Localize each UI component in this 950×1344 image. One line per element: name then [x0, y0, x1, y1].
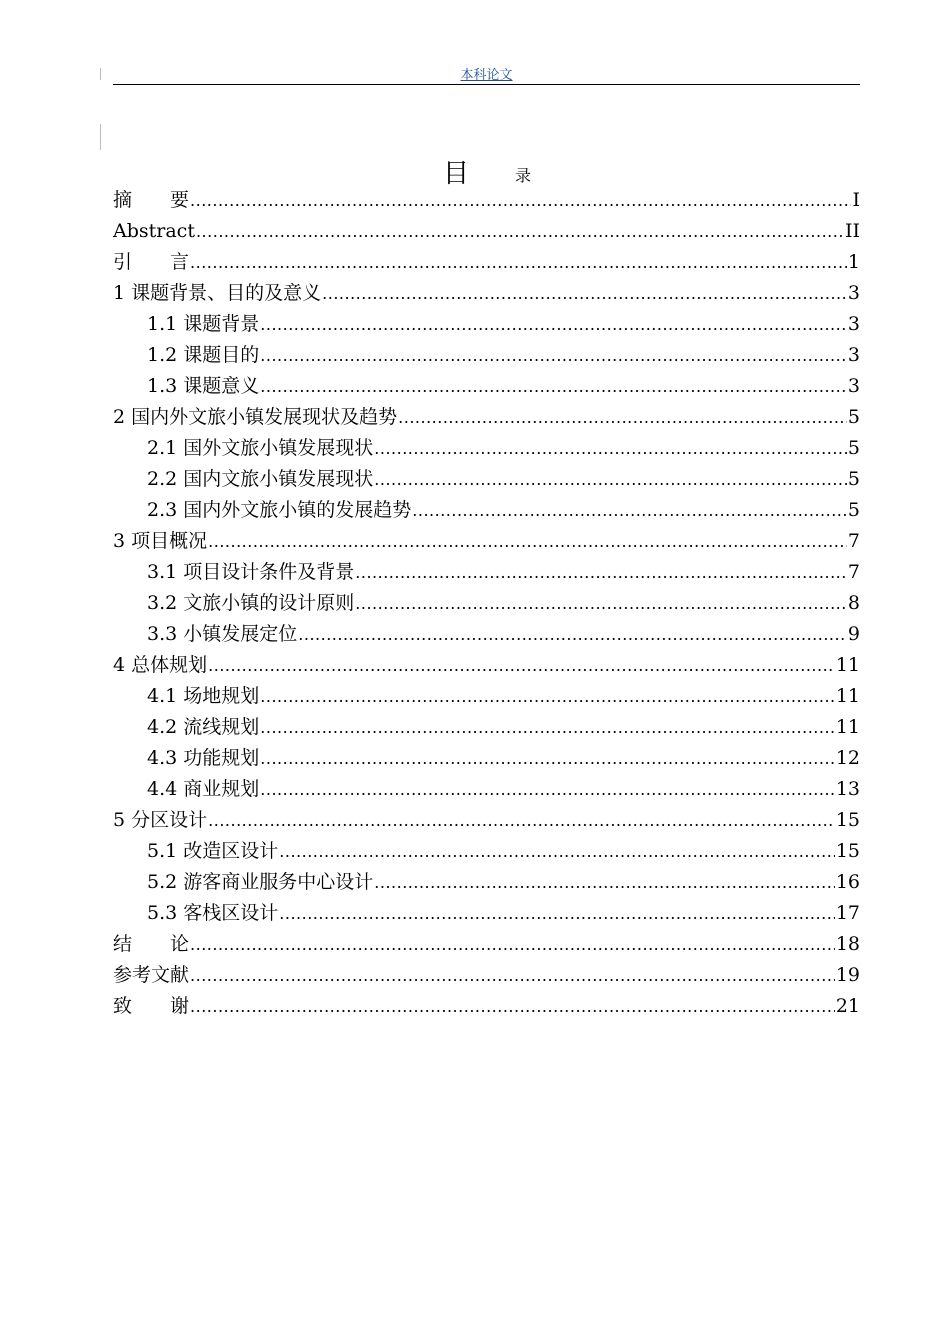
toc-entry[interactable] — [113, 805, 860, 836]
margin-mark-top — [100, 68, 101, 80]
toc-entry[interactable] — [113, 402, 860, 433]
toc-leader-dots — [398, 402, 847, 433]
toc-entry-label: 结 论 — [113, 933, 190, 955]
toc-leader-dots — [260, 371, 847, 402]
toc-entry-label: 致 谢 — [113, 995, 190, 1017]
margin-mark-body — [100, 124, 101, 150]
toc-entry[interactable] — [113, 340, 860, 371]
toc-entry[interactable] — [113, 681, 860, 712]
toc-entry-label: 摘 要 — [113, 189, 190, 211]
toc-entry-label: 5.2 游客商业服务中心设计 — [147, 871, 374, 893]
toc-leader-dots — [279, 898, 835, 929]
toc-entry-label: 1.1 课题背景 — [147, 313, 260, 335]
toc-title — [0, 153, 950, 189]
toc-entry[interactable] — [113, 650, 860, 681]
toc-entry-label: 3.3 小镇发展定位 — [147, 623, 298, 645]
toc-entry-page: 3 — [847, 375, 860, 397]
toc-leader-dots — [190, 929, 835, 960]
toc-entry-page: 13 — [835, 778, 860, 800]
toc-leader-dots — [190, 185, 851, 216]
header-title-link[interactable]: 本科论文 — [460, 68, 513, 83]
toc-entry-label: 2.3 国内外文旅小镇的发展趋势 — [147, 499, 412, 521]
toc-entry-page: 7 — [847, 530, 860, 552]
toc-entry-page: 5 — [847, 437, 860, 459]
toc-entry-label: Abstract — [113, 220, 195, 242]
toc-entry-page: 8 — [847, 592, 860, 614]
toc-entry-page: 11 — [835, 716, 860, 738]
toc-entry-label: 4.3 功能规划 — [147, 747, 260, 769]
toc-entry-label: 3 项目概况 — [113, 530, 208, 552]
toc-entry[interactable] — [113, 960, 860, 991]
toc-entry-page: 5 — [847, 499, 860, 521]
toc-entry[interactable] — [113, 309, 860, 340]
toc-entry-page: 12 — [835, 747, 860, 769]
toc-entry-page: 3 — [847, 344, 860, 366]
toc-leader-dots — [196, 216, 844, 247]
toc-entry-page: II — [844, 220, 860, 242]
toc-leader-dots — [298, 619, 847, 650]
toc-leader-dots — [190, 247, 847, 278]
toc-leader-dots — [374, 464, 847, 495]
toc-leader-dots — [374, 433, 847, 464]
page-header — [113, 64, 860, 85]
toc-entry-page: 3 — [847, 313, 860, 335]
toc-leader-dots — [374, 867, 835, 898]
toc-entry-page: 5 — [847, 406, 860, 428]
toc-entry-label: 4.1 场地规划 — [147, 685, 260, 707]
toc-entry-label: 引 言 — [113, 251, 190, 273]
toc-entry[interactable] — [113, 464, 860, 495]
toc-entry-page: 16 — [835, 871, 860, 893]
toc-entry-label: 1.2 课题目的 — [147, 344, 260, 366]
toc-entry-label: 2.2 国内文旅小镇发展现状 — [147, 468, 374, 490]
toc-entry[interactable] — [113, 216, 860, 247]
toc-entry[interactable] — [113, 185, 860, 216]
toc-leader-dots — [260, 774, 835, 805]
toc-leader-dots — [190, 960, 835, 991]
toc-entry[interactable] — [113, 247, 860, 278]
toc-leader-dots — [279, 836, 835, 867]
toc-leader-dots — [355, 588, 847, 619]
toc-entry-label: 5 分区设计 — [113, 809, 208, 831]
toc-entry[interactable] — [113, 557, 860, 588]
toc-entry[interactable] — [113, 774, 860, 805]
toc-entry-label: 1 课题背景、目的及意义 — [113, 282, 322, 304]
toc-entry-page: 15 — [835, 840, 860, 862]
toc-entry-label: 参考文献 — [113, 964, 190, 986]
toc-title-sub: 录 — [515, 166, 532, 185]
toc-entry[interactable] — [113, 495, 860, 526]
toc-leader-dots — [260, 309, 847, 340]
toc-entry[interactable] — [113, 867, 860, 898]
toc-leader-dots — [412, 495, 847, 526]
toc-entry[interactable] — [113, 588, 860, 619]
toc-entry[interactable] — [113, 619, 860, 650]
toc-entry-label: 2.1 国外文旅小镇发展现状 — [147, 437, 374, 459]
toc-entry[interactable] — [113, 991, 860, 1022]
toc-entry[interactable] — [113, 278, 860, 309]
toc-entry-label: 3.1 项目设计条件及背景 — [147, 561, 355, 583]
table-of-contents — [113, 185, 860, 1022]
toc-entry-page: 5 — [847, 468, 860, 490]
toc-entry-label: 4.2 流线规划 — [147, 716, 260, 738]
toc-entry-page: 17 — [835, 902, 860, 924]
toc-entry[interactable] — [113, 929, 860, 960]
toc-entry-page: 18 — [835, 933, 860, 955]
toc-entry-page: I — [852, 189, 860, 211]
toc-entry-page: 15 — [835, 809, 860, 831]
toc-entry[interactable] — [113, 743, 860, 774]
toc-entry[interactable] — [113, 526, 860, 557]
toc-leader-dots — [355, 557, 847, 588]
toc-entry-page: 1 — [847, 251, 860, 273]
toc-entry-page: 11 — [835, 685, 860, 707]
toc-leader-dots — [260, 681, 835, 712]
toc-entry-page: 19 — [835, 964, 860, 986]
toc-entry-page: 9 — [847, 623, 860, 645]
toc-entry-label: 3.2 文旅小镇的设计原则 — [147, 592, 355, 614]
toc-entry-page: 11 — [835, 654, 860, 676]
toc-entry-label: 5.3 客栈区设计 — [147, 902, 279, 924]
toc-entry[interactable] — [113, 433, 860, 464]
toc-entry[interactable] — [113, 898, 860, 929]
toc-entry[interactable] — [113, 371, 860, 402]
toc-leader-dots — [208, 805, 835, 836]
toc-entry-page: 21 — [835, 995, 860, 1017]
toc-leader-dots — [208, 526, 847, 557]
toc-entry[interactable] — [113, 712, 860, 743]
toc-leader-dots — [260, 340, 847, 371]
toc-entry-label: 4.4 商业规划 — [147, 778, 260, 800]
toc-leader-dots — [260, 712, 835, 743]
toc-entry-label: 1.3 课题意义 — [147, 375, 260, 397]
toc-entry-page: 7 — [847, 561, 860, 583]
toc-leader-dots — [190, 991, 835, 1022]
toc-leader-dots — [260, 743, 835, 774]
toc-leader-dots — [322, 278, 847, 309]
toc-entry-label: 2 国内外文旅小镇发展现状及趋势 — [113, 406, 398, 428]
toc-entry-page: 3 — [847, 282, 860, 304]
toc-entry[interactable] — [113, 836, 860, 867]
toc-leader-dots — [208, 650, 835, 681]
toc-entry-label: 5.1 改造区设计 — [147, 840, 279, 862]
toc-entry-label: 4 总体规划 — [113, 654, 208, 676]
toc-title-main: 目 — [443, 159, 470, 189]
